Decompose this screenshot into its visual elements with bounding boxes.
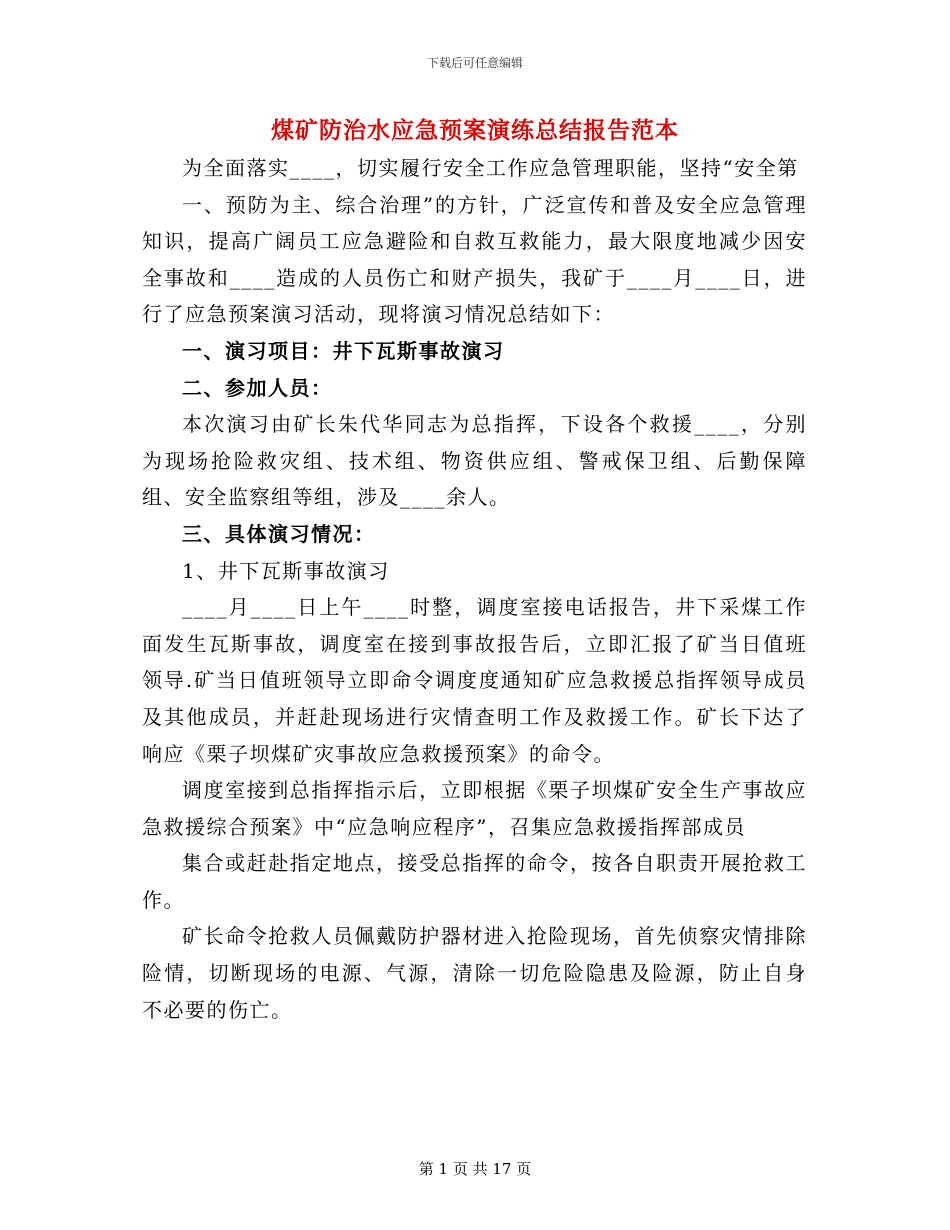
paragraph-rescue: 矿长命令抢救人员佩戴防护器材进入抢险现场，首先侦察灾情排除险情，切断现场的电源、气源，清除一切危险隐患及险源，防止自身不必要的伤亡。	[142, 924, 807, 1022]
page-number-footer: 第 1 页 共 17 页	[418, 1160, 532, 1178]
heading-drill-details: 三、具体演习情况：	[182, 521, 376, 546]
paragraph-timeline: ____月____日上午____时整，调度室接电话报告，井下采煤工作面发生瓦斯事故，调度室在接到事故报告后，立即汇报了矿当日值班领导.矿当日值班领导立即命令调度度通知矿应急救援总指挥领导成员及其他成员，并赶赴现场进行灾情查明工作及救援工作。矿长下达了响应《栗子坝煤矿灾事故应急救援预案》的命令。	[142, 595, 807, 766]
heading-participants: 二、参加人员：	[182, 375, 333, 400]
paragraph-dispatch: 调度室接到总指挥指示后，立即根据《栗子坝煤矿安全生产事故应急救援综合预案》中“应急响应程序”，召集应急救援指挥部成员	[142, 778, 807, 839]
subheading-gas-drill: 1、井下瓦斯事故演习	[182, 558, 390, 583]
heading-drill-item: 一、演习项目：井下瓦斯事故演习	[182, 338, 505, 363]
paragraph-principle: 一、预防为主、综合治理”的方针，广泛宣传和普及安全应急管理知识，提高广阔员工应急避险和自救互救能力，最大限度地减少因安全事故和____造成的人员伤亡和财产损失，我矿于____月____日，进行了应急预案演习活动，现将演习情况总结如下：	[142, 192, 807, 327]
document-body	[142, 150, 807, 1028]
paragraph-participants: 本次演习由矿长朱代华同志为总指挥，下设各个救援____，分别为现场抢险救灾组、技术组、物资供应组、警戒保卫组、后勤保障组、安全监察组等组，涉及____余人。	[142, 412, 807, 510]
paragraph-assembly: 集合或赶赴指定地点，接受总指挥的命令，按各自职责开展抢救工作。	[142, 851, 807, 912]
document-title: 煤矿防治水应急预案演练总结报告范本	[271, 117, 679, 144]
paragraph-intro: 为全面落实____，切实履行安全工作应急管理职能，坚持“安全第	[182, 156, 799, 180]
header-note: 下载后可任意编辑	[426, 56, 523, 70]
